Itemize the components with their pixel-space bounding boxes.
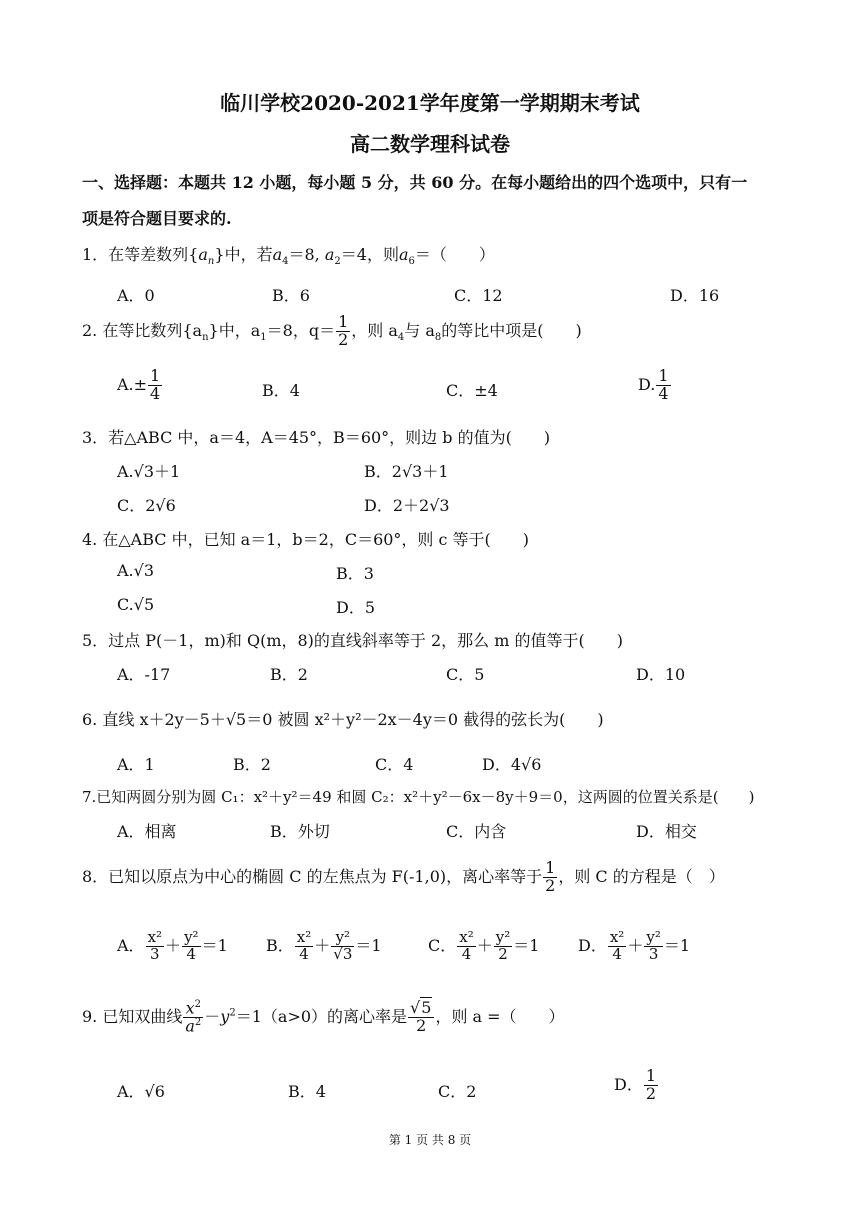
q2-stem-b: ＝8，q＝ [266, 320, 336, 340]
q6-option-a[interactable]: A．1 [117, 755, 155, 774]
q1-option-c[interactable]: C．12 [454, 286, 503, 305]
question-2-stem: 2. 在等比数列$\{a_n\}$中，$a_1=8$，q＝ $\frac{1}{2}$ ，则 $a_4$与 $a_8$的等比中项是( ) [82, 312, 582, 349]
q5-option-a[interactable]: A．-17 [117, 665, 171, 684]
q8-eccentricity-fraction: $\frac{1}{2}$ [545, 858, 556, 895]
q3-option-b[interactable]: B．2√3＋1 [364, 462, 449, 481]
q9-stem-mid: （a>0）的离心率是 [261, 1007, 408, 1027]
q9-hyperbola-fraction: $\frac{x^2}{a^2}$ [185, 998, 202, 1036]
section-instructions-line1: 一、选择题：本题共 12 小题，每小题 5 分，共 60 分。在每小题给出的四个选项中，只有一 [82, 173, 748, 192]
q8-c-num1: x² [459, 928, 474, 946]
q9-option-d-label: D． [614, 1074, 643, 1094]
q2-option-a-label: A.± [117, 374, 148, 394]
q1-option-d[interactable]: D．16 [670, 286, 720, 305]
q4-option-d[interactable]: D．5 [336, 598, 376, 617]
q8-b-rhs: ＝1 [355, 935, 382, 955]
q8-option-c-label: C． [428, 935, 457, 955]
q8-option-a[interactable]: A． $\frac{\text{x²}}{3}$ ＋ $\frac{\text{y²}}{4}$ ＝1 [117, 928, 228, 963]
q9-stem-pre: 9. 已知双曲线 [82, 1007, 183, 1027]
q9-option-b[interactable]: B．4 [288, 1082, 326, 1101]
q1-stem-end: ＝（ ） [414, 245, 495, 264]
q5-option-c[interactable]: C．5 [446, 665, 485, 684]
q8-option-d-label: D． [578, 935, 607, 955]
question-1-stem: 1．在等差数列$\{a_n\}$中，若$a_4=8$, $a_2=4$，则$a_6=$（ ） [82, 245, 495, 268]
q6-option-b[interactable]: B．2 [233, 755, 271, 774]
q9-option-a[interactable]: A．√6 [117, 1082, 165, 1101]
q1-stem-post: ，则 [366, 245, 399, 264]
q2-option-c[interactable]: C．±4 [446, 381, 498, 400]
q9-option-d[interactable] [614, 1068, 659, 1103]
q2-option-b[interactable]: B．4 [262, 381, 300, 400]
q1-option-b[interactable]: B．6 [272, 286, 310, 305]
question-9-stem [82, 1000, 565, 1035]
q3-option-d[interactable]: D．2＋2√3 [364, 496, 450, 515]
question-8-stem [82, 860, 725, 895]
q8-stem-pre: 8．已知以原点为中心的椭圆 C 的左焦点为 F(-1,0)，离心率等于 [82, 866, 543, 886]
section-instructions-line2: 项是符合题目要求的. [82, 209, 232, 228]
q4-option-a[interactable]: A.√3 [117, 561, 155, 580]
q8-d-num2: y² [646, 928, 661, 946]
page-number-footer: 第 1 页 共 8 页 [388, 1133, 472, 1147]
q8-d-num1: x² [609, 928, 625, 946]
q8-b-den1: 4 [299, 944, 309, 963]
q8-a-rhs: ＝1 [201, 935, 228, 955]
q8-d-den2: 3 [648, 944, 659, 963]
q2-stem-e: 的等比中项是( ) [441, 320, 582, 340]
q8-c-rhs: ＝1 [513, 935, 540, 955]
q3-option-c[interactable]: C．2√6 [117, 496, 176, 515]
q8-d-rhs: ＝1 [663, 935, 691, 955]
q1-option-a[interactable]: A．0 [117, 286, 155, 305]
q8-a-num2: y² [184, 928, 199, 946]
q7-option-b[interactable]: B．外切 [270, 822, 330, 841]
exam-title: 临川学校2020-2021学年度第一学期期末考试 [220, 91, 640, 115]
q8-option-b-label: B． [266, 935, 294, 955]
q9-eccentricity-fraction: $\frac{√5}{2}$ [408, 1000, 434, 1035]
q2-option-a[interactable] [117, 368, 163, 403]
q8-d-den1: 4 [612, 944, 622, 963]
question-7-stem: 7.已知两圆分别为圆 C₁：x²＋y²＝49 和圆 C₂：x²＋y²－6x－8y＋9＝0，这两圆的位置关系是( ) [82, 788, 755, 806]
q8-option-a-label: A． [117, 935, 145, 955]
q9-option-c[interactable]: C．2 [438, 1082, 477, 1101]
q9-stem-post: ，则 a =（ ） [435, 1007, 565, 1027]
q2-option-d-label: D. [638, 374, 656, 394]
q8-stem-post: ，则 C 的方程是（ ） [558, 866, 725, 886]
q2-option-d[interactable] [638, 368, 672, 403]
question-3-stem: 3．若△ABC 中，a＝4，A＝45°，B＝60°，则边 b 的值为( ) [82, 428, 551, 447]
q8-b-num1: x² [296, 928, 312, 946]
q4-option-b[interactable]: B．3 [336, 564, 374, 583]
q8-a-den2: 4 [186, 944, 197, 963]
q8-b-den2: √3 [333, 944, 353, 963]
question-6-stem: 6. 直线 x＋2y－5＋√5＝0 被圆 x²＋y²－2x－4y＝0 截得的弦长为( ) [82, 710, 604, 729]
q8-b-num2: y² [331, 930, 354, 947]
q9-equation-rest: $-y^2=1$ [204, 1007, 262, 1027]
q8-c-num2: y² [495, 928, 511, 946]
q8-a-num1: x² [147, 928, 163, 946]
q2-ratio-fraction: $\frac{1}{2}$ [338, 312, 349, 349]
q7-option-a[interactable]: A．相离 [117, 822, 177, 841]
q8-c-den1: 4 [461, 944, 472, 963]
q2-stem-c: ，则 a [351, 320, 398, 340]
q6-option-c[interactable]: C．4 [375, 755, 414, 774]
q4-option-c[interactable]: C.√5 [117, 595, 155, 614]
q7-option-c[interactable]: C．内含 [446, 822, 507, 841]
q6-option-d[interactable]: D．4√6 [482, 755, 542, 774]
q8-option-c[interactable]: C． $\frac{\text{x²}}{4}$ ＋ $\frac{\text{y²}}{2}$ ＝1 [428, 928, 540, 963]
q1-stem-pre: 1．在等差数列 [82, 245, 189, 264]
q2-option-a-fraction: $\frac{1}{4}$ [150, 366, 161, 403]
question-4-stem: 4. 在△ABC 中，已知 a＝1，b＝2，C＝60°，则 c 等于( ) [82, 530, 530, 549]
q5-option-b[interactable]: B．2 [270, 665, 308, 684]
q9-option-d-fraction: $\frac{1}{2}$ [645, 1066, 657, 1103]
exam-subtitle: 高二数学理科试卷 [350, 132, 510, 156]
q8-option-d[interactable]: D． $\frac{\text{x²}}{4}$ ＋ $\frac{\text{y²}}{3}$ ＝1 [578, 928, 691, 963]
q2-stem-d: 与 a [404, 320, 435, 340]
q2-stem-a: }中，a [208, 320, 261, 340]
q2-stem-pre: 2. 在等比数列{a [82, 320, 203, 340]
q8-a-den1: 3 [150, 944, 160, 963]
q8-c-den2: 2 [498, 944, 508, 963]
q5-option-d[interactable]: D．10 [636, 665, 686, 684]
q2-option-d-fraction: $\frac{1}{4}$ [658, 366, 669, 403]
q3-option-a[interactable]: A.√3＋1 [117, 462, 181, 481]
q8-option-b[interactable]: B． $\frac{\text{x²}}{4}$ ＋ $\frac{\text{y²}}{√3}$ ＝1 [266, 928, 382, 963]
question-5-stem: 5．过点 P(－1，m)和 Q(m，8)的直线斜率等于 2，那么 m 的值等于( ) [82, 631, 624, 650]
q1-stem-mid: 中，若 [224, 245, 273, 264]
q7-option-d[interactable]: D．相交 [636, 822, 697, 841]
